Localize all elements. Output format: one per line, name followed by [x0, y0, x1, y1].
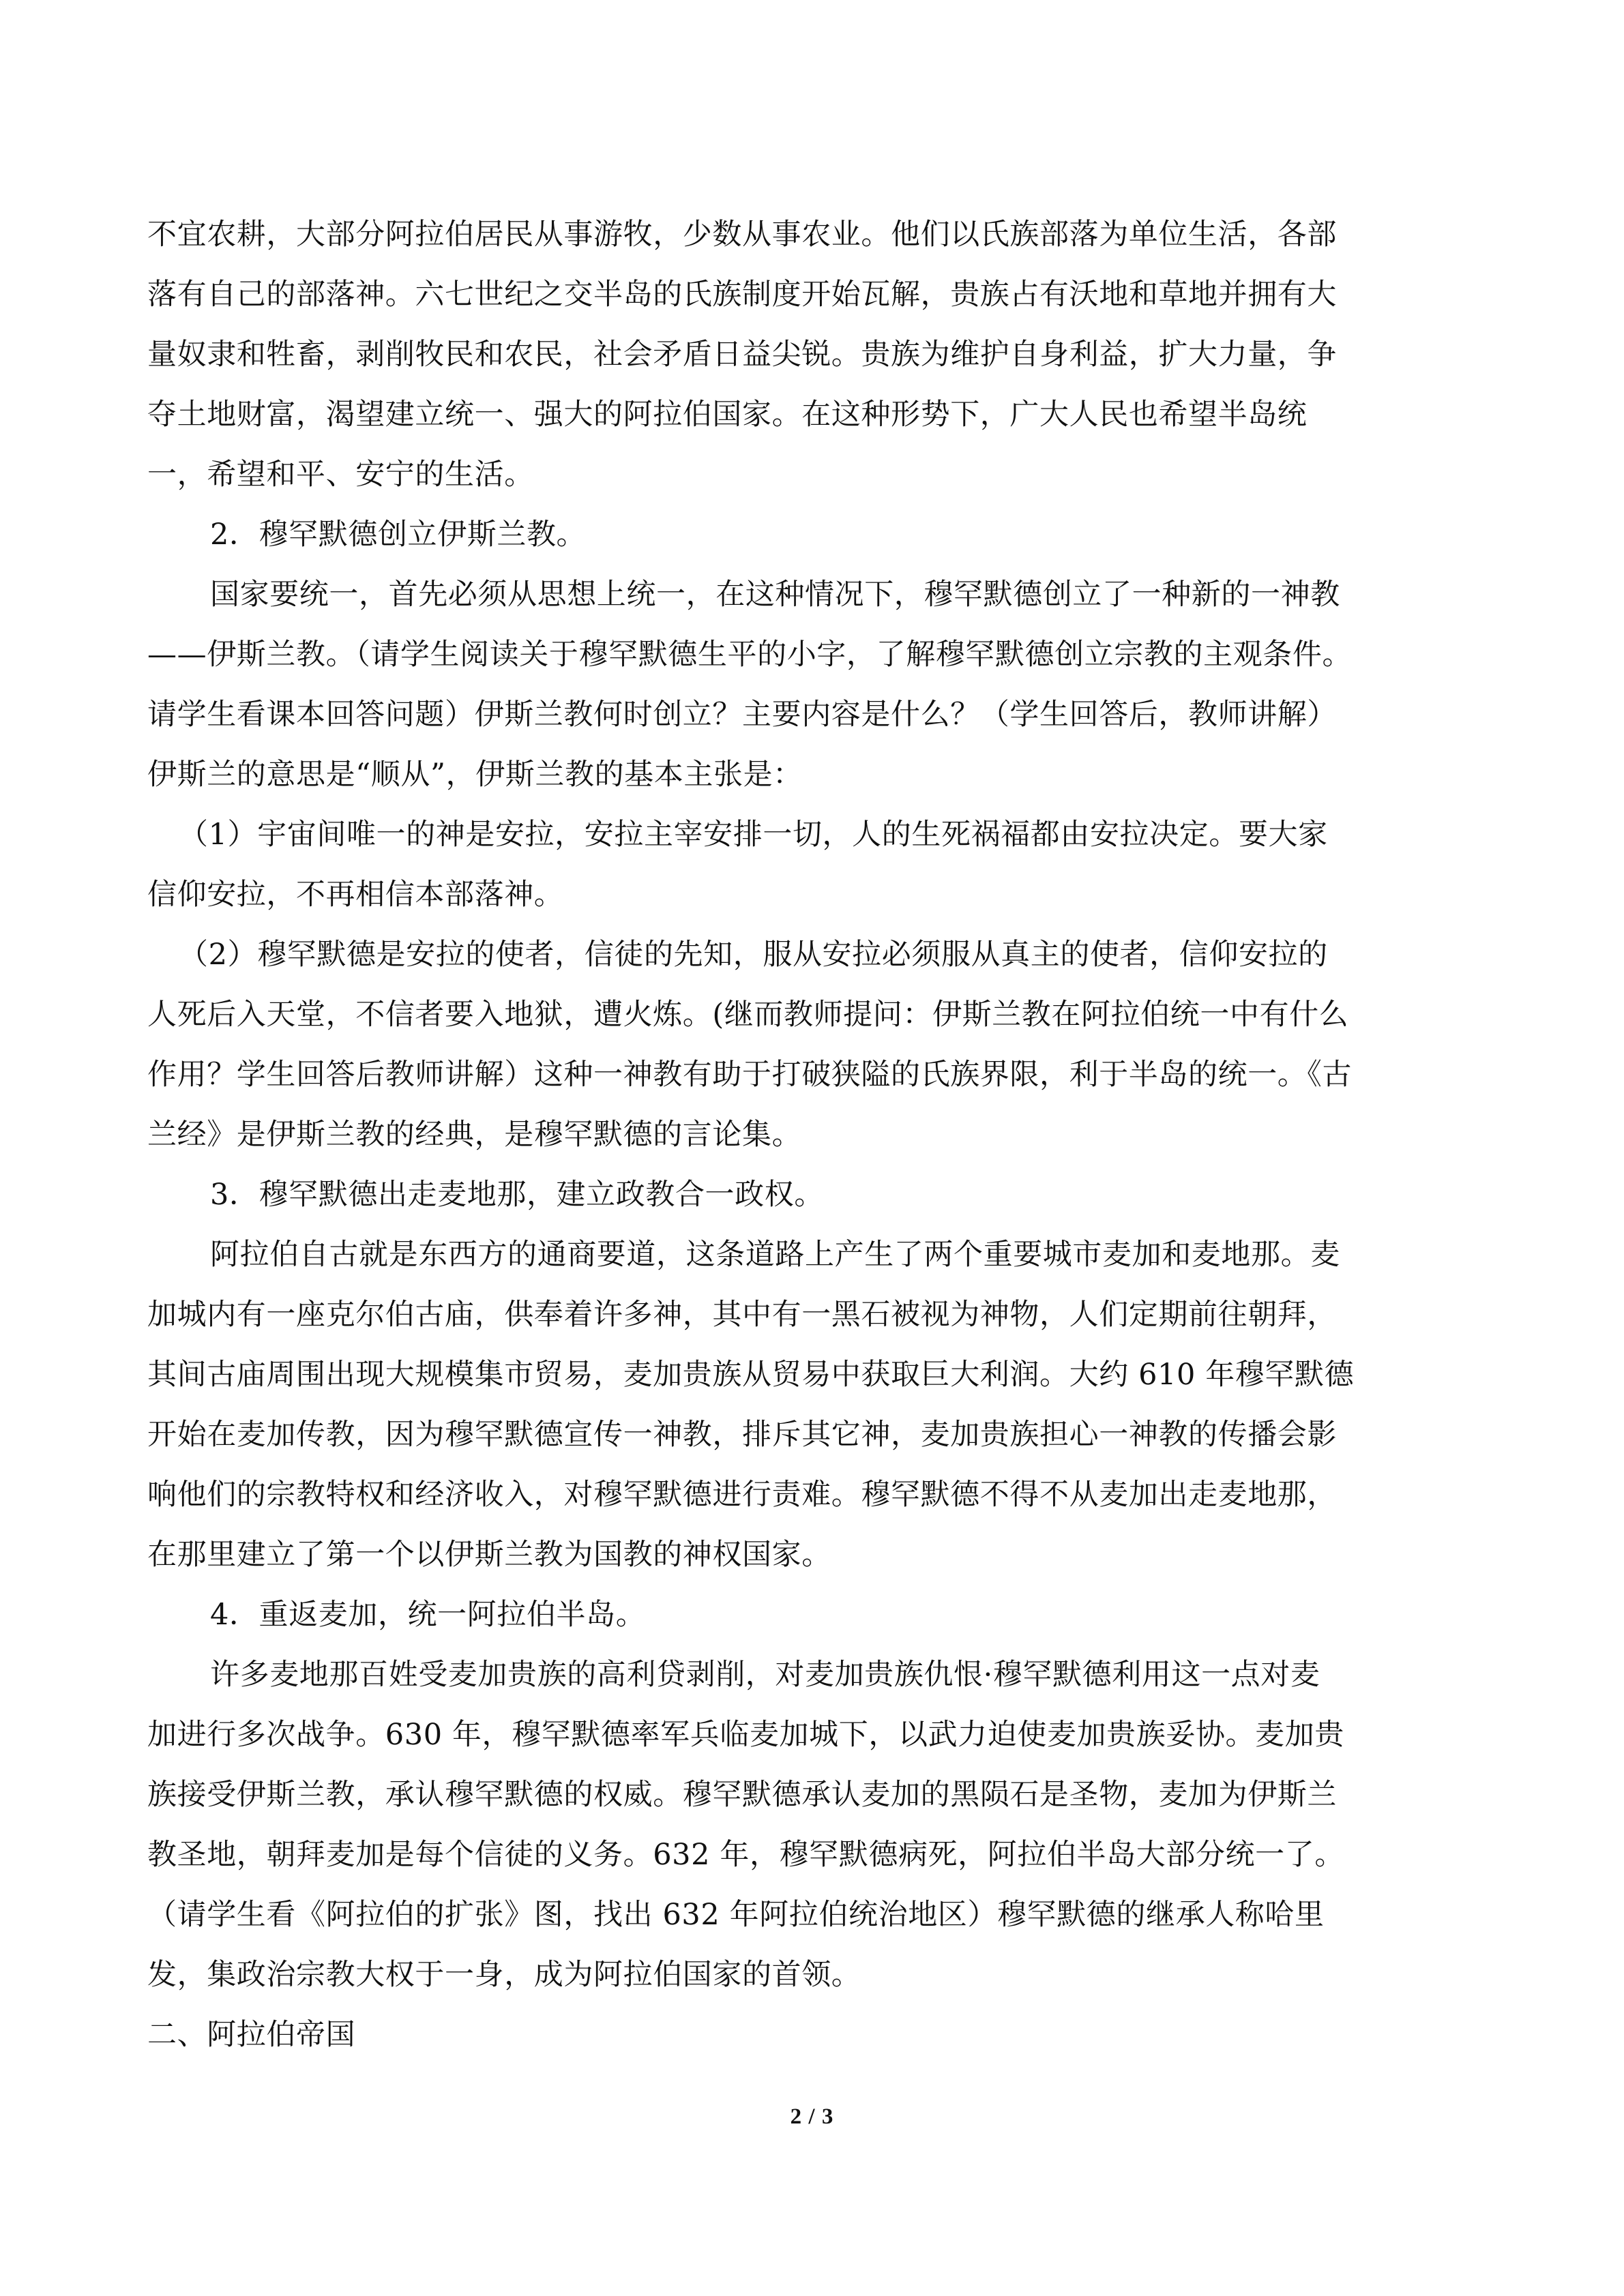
- text-line: 开始在麦加传教，因为穆罕默德宣传一神教，排斥其它神，麦加贵族担心一神教的传播会影: [147, 1418, 1337, 1452]
- text-line: 族接受伊斯兰教，承认穆罕默德的权威。穆罕默德承认麦加的黑陨石是圣物，麦加为伊斯兰: [147, 1778, 1337, 1812]
- text-line: 教圣地，朝拜麦加是每个信徒的义务。632 年，穆罕默德病死，阿拉伯半岛大部分统一了。: [147, 1838, 1344, 1872]
- text-line: ——伊斯兰教。（请学生阅读关于穆罕默德生平的小字，了解穆罕默德创立宗教的主观条件。: [147, 638, 1353, 672]
- list-item: （1）宇宙间唯一的神是安拉，安拉主宰安排一切，人的生死祸福都由安拉决定。要大家: [179, 818, 1328, 852]
- text-line: 请学生看课本回答问题）伊斯兰教何时创立？主要内容是什么？（学生回答后，教师讲解）: [147, 698, 1337, 732]
- text-line: 发，集政治宗教大权于一身，成为阿拉伯国家的首领。: [147, 1958, 861, 1992]
- document-body: [147, 205, 1484, 2065]
- text-line: 不宜农耕，大部分阿拉伯居民从事游牧，少数从事农业。他们以氏族部落为单位生活，各部: [147, 218, 1337, 252]
- text-line: 一，希望和平、安宁的生活。: [147, 458, 534, 492]
- text-line: 人死后入天堂，不信者要入地狱，遭火炼。(继而教师提问：伊斯兰教在阿拉伯统一中有什么: [147, 998, 1349, 1032]
- chapter-heading: 二、阿拉伯帝国: [147, 2018, 356, 2052]
- page-number: 2 / 3: [790, 2104, 834, 2129]
- text-line: 兰经》是伊斯兰教的经典，是穆罕默德的言论集。: [147, 1118, 802, 1152]
- text-line: 夺土地财富，渴望建立统一、强大的阿拉伯国家。在这种形势下，广大人民也希望半岛统: [147, 398, 1308, 432]
- text-line: 作用？学生回答后教师讲解）这种一神教有助于打破狭隘的氏族界限，利于半岛的统一。《古: [147, 1058, 1353, 1092]
- section-heading: 2．穆罕默德创立伊斯兰教。: [210, 518, 587, 552]
- text-line: 国家要统一，首先必须从思想上统一，在这种情况下，穆罕默德创立了一种新的一神教: [210, 578, 1340, 612]
- list-item: （2）穆罕默德是安拉的使者，信徒的先知，服从安拉必须服从真主的使者，信仰安拉的: [179, 938, 1328, 972]
- section-heading: 4．重返麦加，统一阿拉伯半岛。: [210, 1598, 646, 1632]
- text-line: 落有自己的部落神。六七世纪之交半岛的氏族制度开始瓦解，贵族占有沃地和草地并拥有大: [147, 278, 1337, 312]
- section-heading: 3．穆罕默德出走麦地那，建立政教合一政权。: [210, 1178, 824, 1212]
- text-line: 伊斯兰的意思是“顺从”，伊斯兰教的基本主张是：: [147, 758, 803, 792]
- text-line: 信仰安拉，不再相信本部落神。: [147, 878, 564, 912]
- text-line: （请学生看《阿拉伯的扩张》图，找出 632 年阿拉伯统治地区）穆罕默德的继承人称哈里: [147, 1898, 1325, 1932]
- text-line: 阿拉伯自古就是东西方的通商要道，这条道路上产生了两个重要城市麦加和麦地那。麦: [210, 1238, 1340, 1272]
- text-line: 其间古庙周围出现大规模集市贸易，麦加贵族从贸易中获取巨大利润。大约 610 年穆罕默德: [147, 1358, 1355, 1392]
- text-line: 许多麦地那百姓受麦加贵族的高利贷剥削，对麦加贵族仇恨·穆罕默德利用这一点对麦: [210, 1658, 1320, 1692]
- text-line: 量奴隶和牲畜，剥削牧民和农民，社会矛盾日益尖锐。贵族为维护自身利益，扩大力量，争: [147, 338, 1337, 372]
- text-line: 在那里建立了第一个以伊斯兰教为国教的神权国家。: [147, 1538, 831, 1572]
- text-line: 响他们的宗教特权和经济收入，对穆罕默德进行责难。穆罕默德不得不从麦加出走麦地那，: [147, 1478, 1337, 1512]
- text-line: 加进行多次战争。630 年，穆罕默德率军兵临麦加城下，以武力迫使麦加贵族妥协。麦加贵: [147, 1718, 1344, 1752]
- text-line: 加城内有一座克尔伯古庙，供奉着许多神，其中有一黑石被视为神物，人们定期前往朝拜，: [147, 1298, 1337, 1332]
